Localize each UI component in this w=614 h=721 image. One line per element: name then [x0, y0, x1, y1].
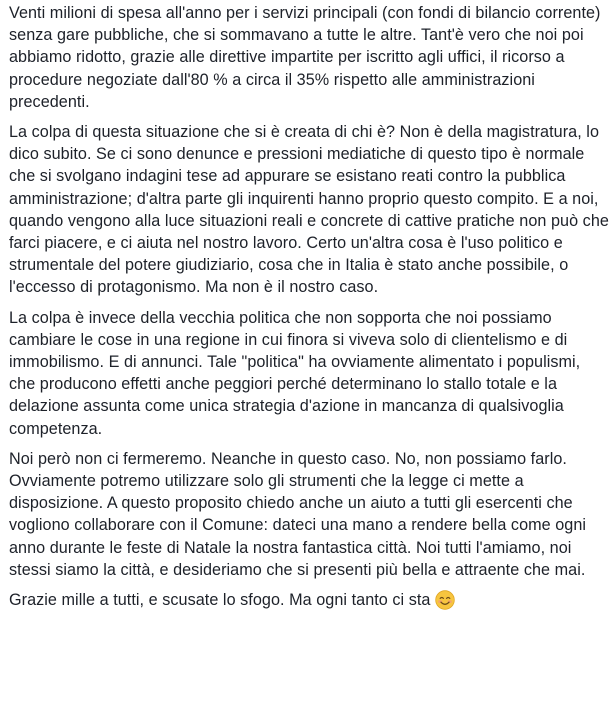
post-closing-line [9, 589, 609, 611]
smiling-face-emoji-icon [435, 590, 455, 610]
post-closing-text: Grazie mille a tutti, e scusate lo sfogo. Ma ogni tanto ci sta [9, 591, 431, 610]
post-body [9, 2, 609, 611]
post-paragraph-3: La colpa è invece della vecchia politica che non sopporta che noi possiamo cambiare le cose in una regione in cui finora si viveva solo di clientelismo e di immobilismo. E di annunci. Tale "politica" ha ovviamente alimentato i populismi, che producono effetti anche peggiori perché determinano lo stallo totale e la delazione assunta come unica strategia d'azione in mancanza di qualsivoglia competenza. [9, 308, 581, 438]
post-paragraph-2: La colpa di questa situazione che si è creata di chi è? Non è della magistratura, lo dico subito. Se ci sono denunce e pressioni mediatiche di questo tipo è normale che si svolgano indagini tese ad appurare se esistano reati contro la pubblica amministrazione; d'altra parte gli inquirenti hanno proprio questo compito. E a noi, quando vengono alla luce situazioni reali e concrete di cattive pratiche non può che farci piacere, e ci aiuta nel nostro lavoro. Certo un'altra cosa è l'uso politico e strumentale del potere giudiziario, cosa che in Italia è stato anche possibile, o l'eccesso di protagonismo. Ma non è il nostro caso. [9, 123, 609, 297]
post-paragraph-4: Noi però non ci fermeremo. Neanche in questo caso. No, non possiamo farlo. Ovviamente potremo utilizzare solo gli strumenti che la legge ci mette a disposizione. A questo proposito chiedo anche un aiuto a tutti gli esercenti che vogliono collaborare con il Comune: dateci una mano a rendere bella come ogni anno durante le feste di Natale la nostra fantastica città. Noi tutti l'amiamo, noi stessi siamo la città, e desideriamo che si presenti più bella e attraente che mai. [9, 449, 587, 579]
post-paragraph-1: Venti milioni di spesa all'anno per i servizi principali (con fondi di bilancio corrente) senza gare pubbliche, che si sommavano a tutte le altre. Tant'è vero che noi poi abbiamo ridotto, grazie alle direttive impartite per iscritto agli uffici, il ricorso a procedure negoziate dall'80 % a circa il 35% rispetto alle amministrazioni precedenti. [9, 4, 601, 111]
